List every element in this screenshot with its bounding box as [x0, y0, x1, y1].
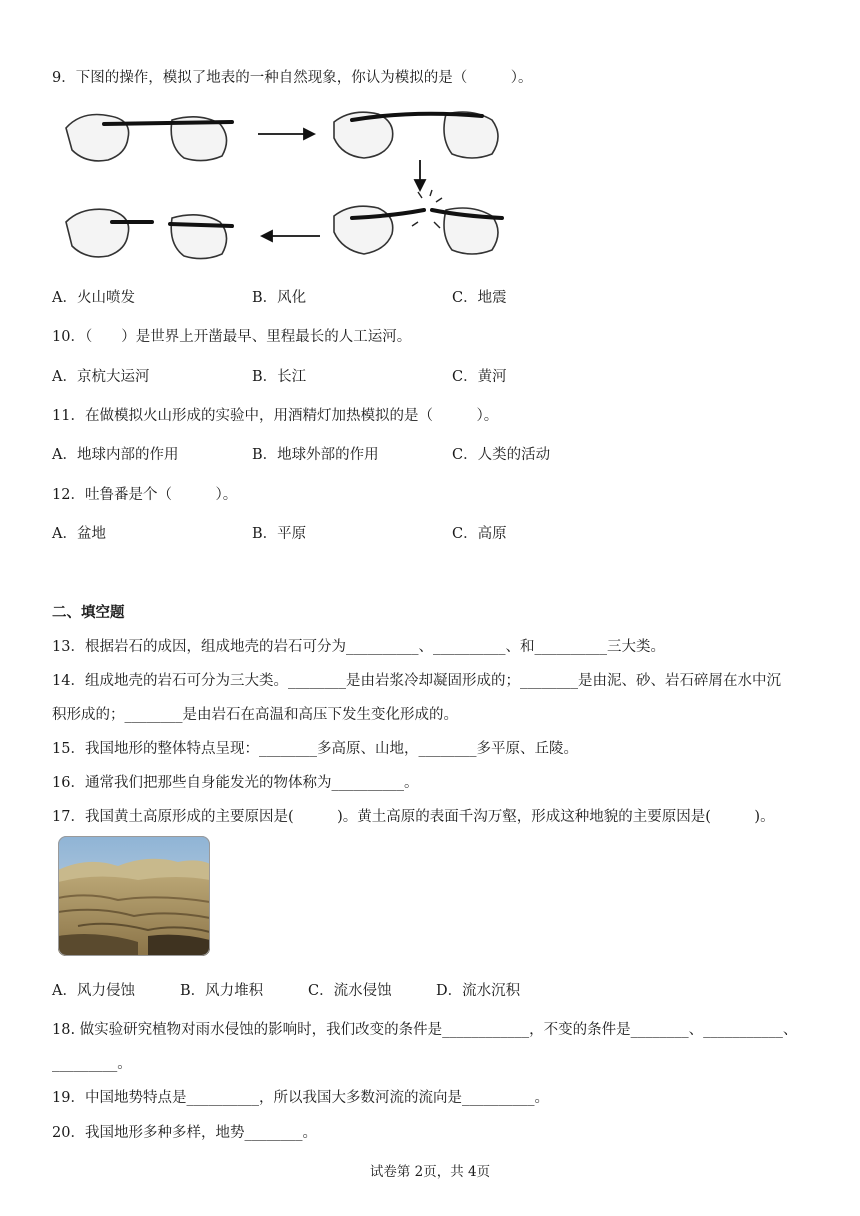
option-b[interactable]: B．平原 — [252, 526, 307, 542]
question-18-line-2: _________。 — [52, 1056, 132, 1072]
section-title: 二、填空题 — [52, 604, 125, 621]
option-b[interactable]: B．地球外部的作用 — [252, 447, 379, 463]
option-d[interactable]: D．流水沉积 — [436, 983, 521, 999]
question-18-line-1: 18. 做实验研究植物对雨水侵蚀的影响时，我们改变的条件是____________，不变的条件是________、___________、 — [52, 1022, 798, 1038]
bending-stick-illustration — [52, 98, 532, 278]
question-11-text: 11．在做模拟火山形成的实验中，用酒精灯加热模拟的是（ ）。 — [52, 408, 499, 424]
question-12-text: 12．吐鲁番是个（ ）。 — [52, 487, 238, 503]
option-c[interactable]: C．黄河 — [452, 369, 507, 385]
option-a[interactable]: A．京杭大运河 — [52, 369, 150, 385]
question-13-text: 13．根据岩石的成因，组成地壳的岩石可分为__________、__________、和__________三大类。 — [52, 639, 665, 655]
question-15-text: 15．我国地形的整体特点呈现：________多高原、山地，________多平原、丘陵。 — [52, 741, 578, 757]
option-b[interactable]: B．风化 — [252, 290, 307, 306]
question-17-text: 17．我国黄土高原形成的主要原因是( )。黄土高原的表面千沟万壑，形成这种地貌的主要原因是( )。 — [52, 809, 775, 825]
option-c[interactable]: C．高原 — [452, 526, 507, 542]
question-20-text: 20．我国地形多种多样，地势________。 — [52, 1125, 317, 1141]
option-b[interactable]: B．风力堆积 — [180, 983, 264, 999]
option-c[interactable]: C．流水侵蚀 — [308, 983, 392, 999]
question-14-line-2: 积形成的；________是由岩石在高温和高压下发生变化形成的。 — [52, 707, 458, 723]
option-a[interactable]: A．风力侵蚀 — [52, 983, 135, 999]
option-c[interactable]: C．人类的活动 — [452, 447, 551, 463]
option-a[interactable]: A．火山喷发 — [52, 290, 135, 306]
option-c[interactable]: C．地震 — [452, 290, 507, 306]
option-a[interactable]: A．盆地 — [52, 526, 106, 542]
option-b[interactable]: B．长江 — [252, 369, 307, 385]
question-14-line-1: 14．组成地壳的岩石可分为三大类。________是由岩浆冷却凝固形成的；________是由泥、砂、岩石碎屑在水中沉 — [52, 673, 781, 689]
loess-plateau-photo — [58, 836, 210, 956]
question-16-text: 16．通常我们把那些自身能发光的物体称为__________。 — [52, 775, 419, 791]
question-10-text: 10．（ ）是世界上开凿最早、里程最长的人工运河。 — [52, 329, 412, 345]
question-19-text: 19．中国地势特点是__________，所以我国大多数河流的流向是__________。 — [52, 1090, 549, 1106]
option-a[interactable]: A．地球内部的作用 — [52, 447, 179, 463]
question-9-text: 9．下图的操作，模拟了地表的一种自然现象，你认为模拟的是（ ）。 — [52, 70, 533, 86]
page-footer: 试卷第 2页，共 4页 — [369, 1164, 491, 1180]
